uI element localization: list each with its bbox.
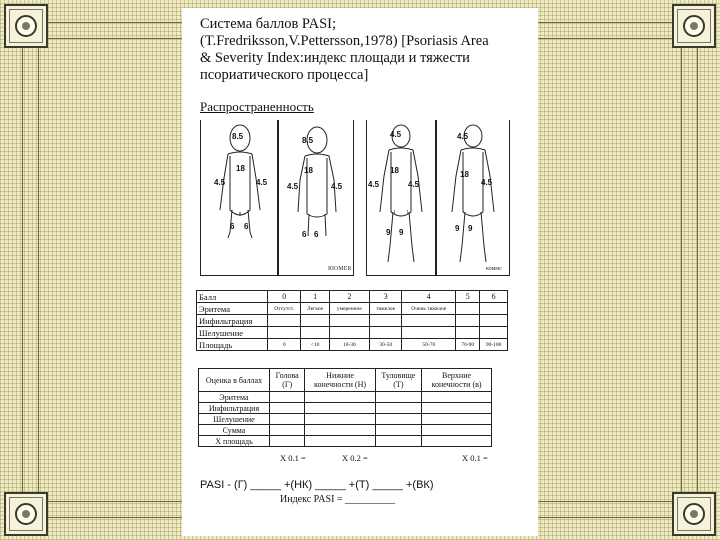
corner-ornament-icon — [672, 492, 716, 536]
severity-scale-table — [196, 290, 508, 351]
row-label: Инфильтрация — [199, 403, 270, 414]
table-cell: <10 — [301, 339, 329, 351]
multiplier-label: X 0.1 = — [280, 453, 306, 463]
table-row — [199, 403, 492, 414]
table-cell — [456, 303, 480, 315]
area-percent-label: 18 — [390, 166, 399, 175]
region-mark: 1 — [406, 210, 409, 216]
area-percent-label: 4.5 — [256, 178, 268, 187]
row-label: Площадь — [197, 339, 268, 351]
table-header-cell: Голова (Г) — [270, 369, 305, 392]
table-cell: тяжелое — [370, 303, 402, 315]
table-cell: умеренное — [329, 303, 369, 315]
area-percent-label: 9 — [399, 228, 404, 237]
area-percent-label: 4.5 — [408, 180, 420, 189]
area-percent-label: 18 — [304, 166, 313, 175]
pasi-index-line: Индекс PASI = __________ — [280, 494, 396, 505]
table-header-cell: Верхние конечности (в) — [422, 369, 492, 392]
area-percent-label: 9 — [468, 224, 473, 233]
table-header-cell: 5 — [456, 291, 480, 303]
row-label: Сумма — [199, 425, 270, 436]
table-cell: 0 — [268, 339, 301, 351]
page-title — [200, 16, 530, 84]
table-header-cell: Оценка в баллах — [199, 369, 270, 392]
area-percent-label: 6 — [230, 222, 235, 231]
area-percent-label: 9 — [455, 224, 460, 233]
title-line: Система баллов PASI; — [200, 16, 337, 32]
table-cell: 30-50 — [370, 339, 402, 351]
table-header-cell: 6 — [480, 291, 508, 303]
area-percent-label: 18 — [460, 170, 469, 179]
figure-footnote: RIOMER — [328, 266, 352, 272]
title-line: псориатического процесса] — [200, 67, 369, 83]
area-percent-label: 4.5 — [368, 180, 380, 189]
table-row — [199, 414, 492, 425]
area-percent-label: 4.5 — [331, 182, 343, 191]
table-header-row — [197, 291, 508, 303]
table-header-cell: 1 — [301, 291, 329, 303]
corner-ornament-icon — [4, 4, 48, 48]
score-table — [198, 368, 492, 447]
region-mark: 1 — [393, 210, 396, 216]
section-heading: Распространенность — [200, 99, 314, 114]
area-percent-label: 8.5 — [302, 136, 314, 145]
table-header-cell: Балл — [197, 291, 268, 303]
row-label: Эритема — [197, 303, 268, 315]
title-line: & Severity Index:индекс площади и тяжести — [200, 50, 470, 66]
table-row — [197, 327, 508, 339]
title-line: (T.Fredriksson,V.Pettersson,1978) [Psoriasis Area — [200, 33, 489, 49]
corner-ornament-icon — [4, 492, 48, 536]
table-header-row — [199, 369, 492, 392]
table-row — [199, 425, 492, 436]
area-percent-label: 6 — [314, 230, 319, 239]
table-header-cell: 4 — [402, 291, 456, 303]
table-header-cell: 0 — [268, 291, 301, 303]
table-cell: Очень тяжелое — [402, 303, 456, 315]
table-row — [197, 315, 508, 327]
table-cell: Легкое — [301, 303, 329, 315]
table-header-cell: 3 — [370, 291, 402, 303]
table-header-cell: 2 — [329, 291, 369, 303]
table-row — [197, 339, 508, 351]
row-label: Эритема — [199, 392, 270, 403]
row-label: Инфильтрация — [197, 315, 268, 327]
table-header-cell: Туловище (Т) — [375, 369, 421, 392]
area-percent-label: 4.5 — [481, 178, 493, 187]
area-percent-label: 8.5 — [232, 132, 244, 141]
row-label: Шелушение — [199, 414, 270, 425]
area-percent-label: 6 — [244, 222, 249, 231]
multiplier-label: X 0.2 = — [342, 453, 368, 463]
multiplier-label: X 0.1 = — [462, 453, 488, 463]
row-label: X площадь — [199, 436, 270, 447]
table-cell — [480, 303, 508, 315]
pasi-formula: PASI - (Г) _____ +(НК) _____ +(Т) _____ +(ВК) — [200, 479, 434, 491]
table-cell: 10-30 — [329, 339, 369, 351]
table-cell: 70-90 — [456, 339, 480, 351]
table-cell: 50-70 — [402, 339, 456, 351]
body-diagrams — [200, 120, 510, 276]
area-percent-label: 9 — [386, 228, 391, 237]
table-row — [197, 303, 508, 315]
row-label: Шелушение — [197, 327, 268, 339]
corner-ornament-icon — [672, 4, 716, 48]
table-header-cell: Нижние конечности (Н) — [305, 369, 375, 392]
table-cell: Отсутст. — [268, 303, 301, 315]
table-cell: 90-100 — [480, 339, 508, 351]
figure-footnote: коммс — [486, 266, 502, 272]
body-silhouettes — [200, 120, 510, 276]
area-percent-label: 4.5 — [287, 182, 299, 191]
table-row — [199, 392, 492, 403]
area-percent-label: 4.5 — [390, 130, 402, 139]
area-percent-label: 18 — [236, 164, 245, 173]
area-percent-label: 4.5 — [457, 132, 469, 141]
area-percent-label: 4.5 — [214, 178, 226, 187]
table-row — [199, 436, 492, 447]
area-percent-label: 6 — [302, 230, 307, 239]
